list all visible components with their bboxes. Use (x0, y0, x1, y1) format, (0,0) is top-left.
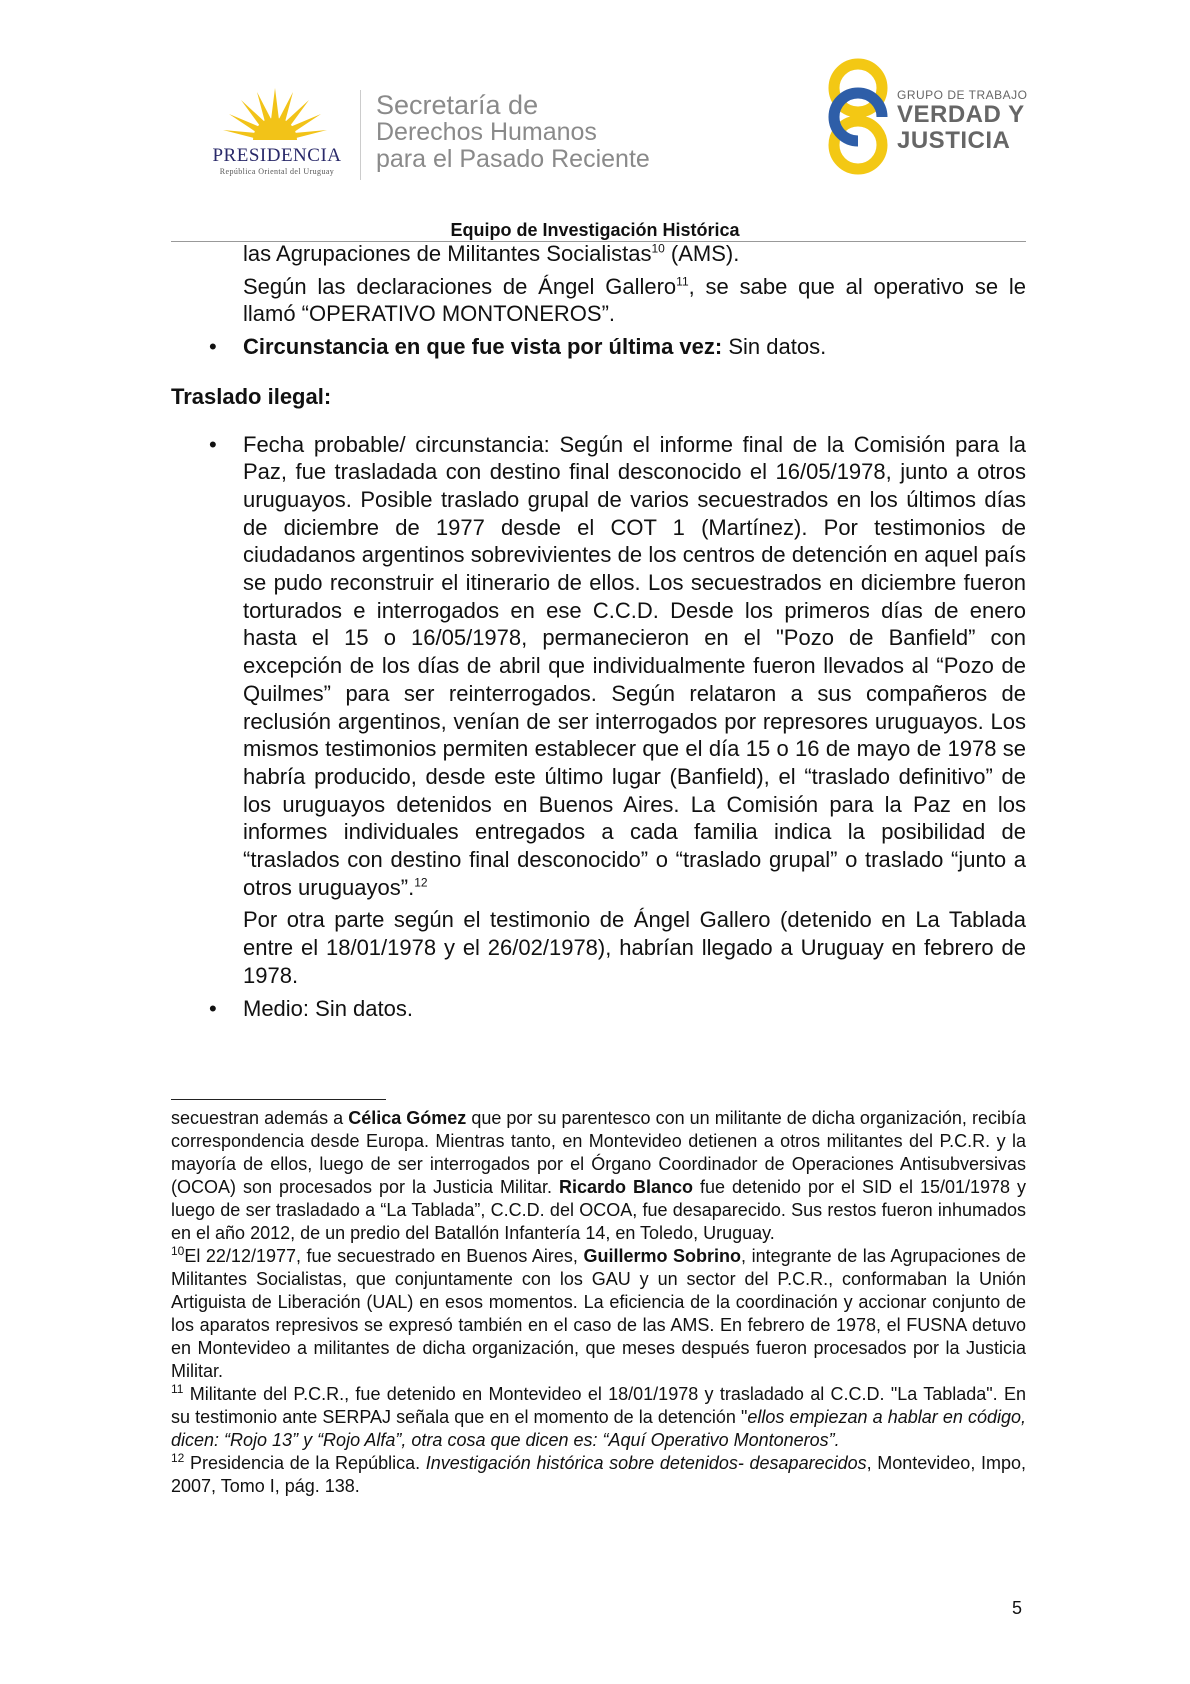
bullet-icon: • (209, 995, 217, 1021)
section-title-traslado: Traslado ilegal: (171, 383, 332, 409)
footnote-continuation: secuestran además a Célica Gómez que por su parentesco con un militante de dicha organización, recibía correspondencia desde Europa. Mientras tanto, en Montevideo detienen a otros militantes del P.C.R. y la mayoría de ellos, luego de ser interrogados por el Órgano Coordinador de Operaciones Antisubversivas (OCOA) son procesados por la Justicia Militar. Ricardo Blanco fue detenido por el SID el 15/01/1978 y luego de ser trasladado a “La Tablada”, C.C.D. del OCOA, fue desaparecido. Sus restos fueron inhumados en el año 2012, de un predio del Batallón Infantería 14, en Toledo, Uruguay. (171, 1108, 1027, 1243)
grupo-trabajo-title (897, 88, 1027, 154)
presidencia-wordmark: PRESIDENCIA (212, 145, 342, 166)
bullet-icon: • (209, 334, 217, 360)
grupo-trabajo-line-2: JUSTICIA (897, 127, 1011, 154)
grupo-trabajo-small: GRUPO DE TRABAJO (897, 88, 1028, 102)
footnote-12: $^{12}$ Presidencia de la República. Investigación histórica sobre detenidos- desaparecidos, Montevideo, Impo, 2007, Tomo I, pág. 138. (171, 1451, 1026, 1496)
verdad-justicia-rings-icon (818, 55, 898, 180)
footnote-11: $^{11}$ Militante del P.C.R., fue detenido en Montevideo el 18/01/1978 y trasladado al C.C.D. "La Tablada". En su testimonio ante SERPAJ señala que en el momento de la detención "ellos empiezan a hablar en código, dicen: “Rojo 13” y “Rojo Alfa”, otra cosa que dicen es: “Aquí Operativo Montoneros”. (171, 1382, 1027, 1450)
page-header (0, 0, 1190, 250)
bullet-circunstancia: • Circunstancia en que fue vista por última vez: Sin datos. (209, 334, 827, 360)
footnote-10: $^{10}$El 22/12/1977, fue secuestrado en Buenos Aires, Guillermo Sobrino, integrante de las Agrupaciones de Militantes Socialistas, que conjuntamente con los GAU y un sector del P.C.R., conformaban la Unión Artiguista de Liberación (UAL) en esos momentos. La eficiencia de la coordinación y accionar conjunto de los aparatos represivos se expresó también en el caso de las AMS. En febrero de 1978, el FUSNA detuvo en Montevideo a militantes de dicha organización, que meses después fueron procesados por la Justicia Militar. (171, 1244, 1026, 1381)
bullet-fecha-probable: • Fecha probable/ circunstancia: Según el informe final de la Comisión para la Paz, fue trasladada con destino final desconocido el 16/05/1978, junto a otros uruguayos. Posible traslado grupal de varios secuestrados en los últimos días de diciembre de 1977 desde el COT 1 (Martínez). Por testimonios de ciudadanos argentinos sobrevivientes de los centros de detención en aquel país se pudo reconstruir el itinerario de ellos. Los secuestrados en diciembre fueron torturados e interrogados en ese C.C.D. Desde los primeros días de enero hasta el 15 o 16/05/1978, permanecieron en el "Pozo de Banfield” con excepción de los días de abril que individualmente fueron llevados al “Pozo de Quilmes” para ser reinterrogados. Según relataron a sus compañeros de reclusión argentinos, venían de ser interrogados por represores uruguayos. Los mismos testimonios permiten establecer que el día 15 o 16 de mayo de 1978 se habría producido, desde este último lugar (Banfield), el “traslado definitivo” de los uruguayos detenidos en Buenos Aires. La Comisión para la Paz en los informes individuales entregados a cada familia indica la posibilidad de “traslados con destino final desconocido” o “traslado grupal” o traslado “junto a otros uruguayos”.$^{12}$ (209, 431, 1026, 900)
grupo-trabajo-line-1: VERDAD Y (897, 101, 1025, 128)
paragraph-gallero-testimonio: Por otra parte según el testimonio de Ángel Gallero (detenido en La Tablada entre el 18/01/1978 y el 26/02/1978), habrían llegado a Uruguay en febrero de 1978. (243, 907, 1026, 988)
secretaria-title (376, 92, 650, 173)
presidencia-subtitle: República Oriental del Uruguay (219, 167, 335, 176)
bullet-medio: • Medio: Sin datos. (209, 995, 413, 1021)
secretaria-line-3: para el Pasado Reciente (376, 145, 650, 173)
header-divider (360, 90, 361, 180)
bullet-icon: • (209, 431, 217, 457)
page-number: 5 (1012, 1598, 1023, 1618)
paragraph-gallero: Según las declaraciones de Ángel Gallero$^{11}$, se sabe que al operativo se le llamó “OPERATIVO MONTONEROS”. (243, 273, 1027, 327)
secretaria-line-2: Derechos Humanos (376, 118, 597, 146)
paragraph-ams: las Agrupaciones de Militantes Socialistas$^{10}$ (AMS). (243, 241, 740, 266)
footnotes (171, 1107, 1026, 1498)
document-body (171, 240, 1026, 1022)
footnote-rule (171, 1099, 386, 1100)
team-heading: Equipo de Investigación Histórica (450, 220, 740, 240)
secretaria-line-1: Secretaría de (376, 90, 539, 120)
